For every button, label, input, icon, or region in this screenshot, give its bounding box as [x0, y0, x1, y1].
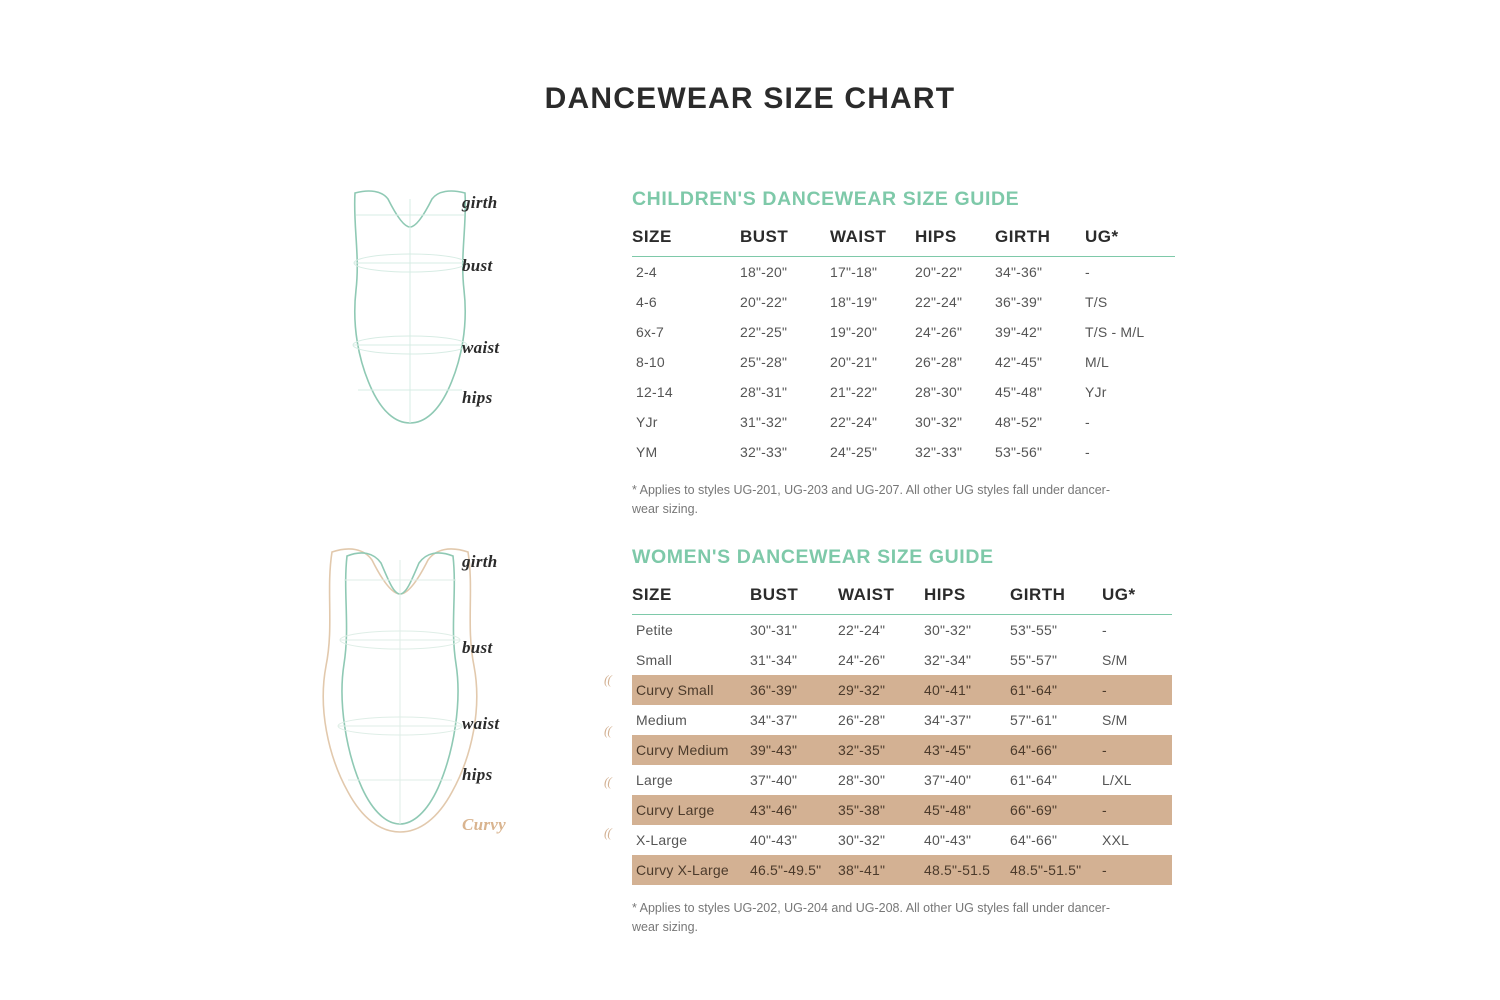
women_table-cell: Curvy X-Large: [632, 855, 750, 885]
table-row: [632, 377, 1175, 407]
table-row: [632, 407, 1175, 437]
children_table-cell: 22"-24": [830, 414, 878, 430]
children_table-cell: 32"-33": [740, 444, 788, 460]
women_table-cell: 48.5"-51.5": [1010, 855, 1102, 885]
women-label-bust: bust: [462, 638, 493, 657]
children-col-waist: WAIST: [830, 227, 887, 246]
women-label-curvy: Curvy: [462, 815, 506, 834]
women_table-cell: 32"-35": [838, 735, 924, 765]
children_table-cell: 24"-25": [830, 444, 878, 460]
children-size-table: [632, 227, 1175, 467]
child-label-bust: bust: [462, 256, 493, 275]
children_table-cell: 36"-39": [995, 294, 1043, 310]
curvy-marker-small: ((: [604, 672, 611, 687]
women_table-cell: 30"-32": [838, 832, 886, 848]
children_table-cell: 4-6: [636, 294, 657, 310]
women_table-cell: 34"-37": [924, 712, 972, 728]
women-header-row: [632, 585, 1172, 615]
children_table-cell: 26"-28": [915, 354, 963, 370]
women-col-waist: WAIST: [838, 585, 895, 604]
children-col-bust: BUST: [740, 227, 789, 246]
women_table-cell: Medium: [636, 712, 687, 728]
curvy-marker-xlarge: ((: [604, 825, 611, 840]
women_table-cell: S/M: [1102, 712, 1128, 728]
table-row: [632, 615, 1172, 646]
curvy-marker-large: ((: [604, 774, 611, 789]
women_table-cell: 43"-45": [924, 735, 1010, 765]
child-label-hips: hips: [462, 388, 493, 407]
women_table-cell: 39"-43": [750, 735, 838, 765]
children_table-cell: YJr: [1085, 384, 1107, 400]
children_table-cell: 31"-32": [740, 414, 788, 430]
children_table-cell: T/S - M/L: [1085, 324, 1145, 340]
children-col-hips: HIPS: [915, 227, 957, 246]
women_table-cell: Small: [636, 652, 673, 668]
children_table-cell: -: [1085, 444, 1090, 460]
children_table-cell: 22"-25": [740, 324, 788, 340]
children_table-cell: 18"-19": [830, 294, 878, 310]
table-row: [632, 795, 1172, 825]
children_table-cell: 17"-18": [830, 264, 878, 280]
women_table-cell: L/XL: [1102, 772, 1132, 788]
children_table-cell: 24"-26": [915, 324, 963, 340]
children_table-cell: 20"-22": [915, 264, 963, 280]
women_table-cell: -: [1102, 675, 1172, 705]
children_table-cell: YM: [636, 444, 658, 460]
children-table-footnote: * Applies to styles UG-201, UG-203 and UG-207. All other UG styles fall under dancer-wear sizing.: [632, 483, 1111, 517]
women_table-cell: 30"-32": [924, 622, 972, 638]
women_table-cell: 40"-41": [924, 675, 1010, 705]
women-col-size: SIZE: [632, 585, 672, 604]
women-size-table: [632, 585, 1172, 885]
women_table-cell: 31"-34": [750, 652, 798, 668]
table-row: [632, 705, 1172, 735]
children_table-cell: 45"-48": [995, 384, 1043, 400]
table-row: [632, 645, 1172, 675]
children_table-cell: 6x-7: [636, 324, 665, 340]
women_table-cell: 24"-26": [838, 652, 886, 668]
women-label-waist: waist: [462, 714, 500, 733]
children_table-cell: 42"-45": [995, 354, 1043, 370]
women-col-ug: UG*: [1102, 585, 1136, 604]
children_table-cell: 8-10: [636, 354, 665, 370]
women-label-girth: girth: [462, 552, 498, 571]
children-col-ug: UG*: [1085, 227, 1119, 246]
women_table-cell: -: [1102, 855, 1172, 885]
children_table-cell: 25"-28": [740, 354, 788, 370]
women_table-cell: -: [1102, 622, 1107, 638]
table-row: [632, 257, 1175, 288]
women_table-cell: 64"-66": [1010, 832, 1058, 848]
table-row: [632, 437, 1175, 467]
children_table-cell: 2-4: [636, 264, 657, 280]
children_table-cell: 19"-20": [830, 324, 878, 340]
women-table-footnote: * Applies to styles UG-202, UG-204 and UG-208. All other UG styles fall under dancer-wear sizing.: [632, 901, 1111, 935]
women_table-cell: 61"-64": [1010, 772, 1058, 788]
children_table-cell: 32"-33": [915, 444, 963, 460]
women_table-cell: 29"-32": [838, 675, 924, 705]
table-row: [632, 347, 1175, 377]
women_table-cell: 35"-38": [838, 795, 924, 825]
women_table-cell: X-Large: [636, 832, 688, 848]
children-col-girth: GIRTH: [995, 227, 1051, 246]
children_table-cell: 48"-52": [995, 414, 1043, 430]
women_table-cell: 45"-48": [924, 795, 1010, 825]
children-table-body: [632, 257, 1175, 468]
women_table-cell: 28"-30": [838, 772, 886, 788]
children_table-cell: -: [1085, 414, 1090, 430]
children_table-cell: 21"-22": [830, 384, 878, 400]
women_table-cell: 38"-41": [838, 855, 924, 885]
women_table-cell: XXL: [1102, 832, 1130, 848]
women_table-cell: 64"-66": [1010, 735, 1102, 765]
women-size-table-block: [632, 546, 1172, 938]
women-label-hips: hips: [462, 765, 493, 784]
children_table-cell: 22"-24": [915, 294, 963, 310]
children_table-cell: 18"-20": [740, 264, 788, 280]
women_table-cell: Curvy Medium: [632, 735, 750, 765]
women_table-cell: 57"-61": [1010, 712, 1058, 728]
women-col-bust: BUST: [750, 585, 799, 604]
women_table-cell: S/M: [1102, 652, 1128, 668]
children-table-title: CHILDREN'S DANCEWEAR SIZE GUIDE: [632, 188, 1020, 210]
women_table-cell: Petite: [636, 622, 673, 638]
women_table-cell: 55"-57": [1010, 652, 1058, 668]
children_table-cell: -: [1085, 264, 1090, 280]
children_table-cell: YJr: [636, 414, 658, 430]
table-row: [632, 317, 1175, 347]
women-col-girth: GIRTH: [1010, 585, 1066, 604]
curvy-marker-medium: ((: [604, 723, 611, 738]
children_table-cell: 34"-36": [995, 264, 1043, 280]
women_table-cell: 26"-28": [838, 712, 886, 728]
children_table-cell: M/L: [1085, 354, 1109, 370]
women_table-cell: 30"-31": [750, 622, 798, 638]
children-table-head: [632, 227, 1175, 257]
women_table-cell: 34"-37": [750, 712, 798, 728]
table-row: [632, 675, 1172, 705]
women_table-cell: 37"-40": [750, 772, 798, 788]
children_table-cell: 53"-56": [995, 444, 1043, 460]
women_table-cell: Curvy Small: [632, 675, 750, 705]
women_table-cell: 36"-39": [750, 675, 838, 705]
women-table-head: [632, 585, 1172, 615]
women_table-cell: Large: [636, 772, 673, 788]
children_table-cell: 20"-22": [740, 294, 788, 310]
women_table-cell: 43"-46": [750, 795, 838, 825]
children_table-cell: 30"-32": [915, 414, 963, 430]
women_table-cell: -: [1102, 795, 1172, 825]
women-col-hips: HIPS: [924, 585, 966, 604]
children_table-cell: 39"-42": [995, 324, 1043, 340]
women-table-body: [632, 615, 1172, 886]
children_table-cell: 28"-30": [915, 384, 963, 400]
women_table-cell: 46.5"-49.5": [750, 855, 838, 885]
child-label-girth: girth: [462, 193, 498, 212]
table-row: [632, 825, 1172, 855]
women_table-cell: 32"-34": [924, 652, 972, 668]
children_table-cell: 12-14: [636, 384, 673, 400]
children-size-table-block: [632, 188, 1175, 520]
women_table-cell: 48.5"-51.5: [924, 855, 1010, 885]
women-table-title: WOMEN'S DANCEWEAR SIZE GUIDE: [632, 546, 994, 568]
women_table-cell: 37"-40": [924, 772, 972, 788]
child-label-waist: waist: [462, 338, 500, 357]
women-leotard-diagram: [300, 540, 515, 855]
table-row: [632, 855, 1172, 885]
women_table-cell: 40"-43": [750, 832, 798, 848]
page-title: DANCEWEAR SIZE CHART: [544, 82, 956, 115]
women_table-cell: -: [1102, 735, 1172, 765]
women_table-cell: 40"-43": [924, 832, 972, 848]
women_table-cell: 53"-55": [1010, 622, 1058, 638]
women_table-cell: 66"-69": [1010, 795, 1102, 825]
children-col-size: SIZE: [632, 227, 672, 246]
child-leotard-diagram: [320, 185, 500, 450]
women_table-cell: Curvy Large: [632, 795, 750, 825]
women_table-cell: 61"-64": [1010, 675, 1102, 705]
children_table-cell: 28"-31": [740, 384, 788, 400]
women_table-cell: 22"-24": [838, 622, 886, 638]
children_table-cell: T/S: [1085, 294, 1108, 310]
children-header-row: [632, 227, 1175, 257]
table-row: [632, 735, 1172, 765]
table-row: [632, 287, 1175, 317]
children_table-cell: 20"-21": [830, 354, 878, 370]
table-row: [632, 765, 1172, 795]
